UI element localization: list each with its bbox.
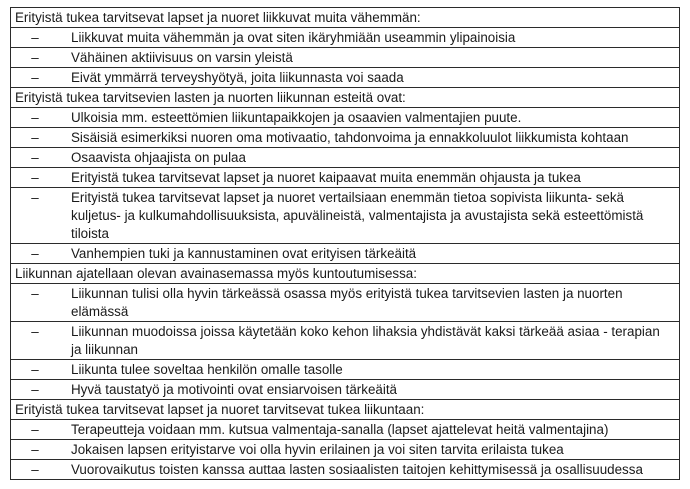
dash-bullet: – xyxy=(31,70,39,85)
dash-bullet: – xyxy=(31,30,39,45)
dash-bullet: – xyxy=(31,130,39,145)
list-item: – Terapeutteja voidaan mm. kutsua valmentaja-sanalla (lapset ajattelevat heitä valmentajina) xyxy=(11,420,680,440)
list-item: – Sisäisiä esimerkiksi nuoren oma motivaatio, tahdonvoima ja ennakkoluulot liikkumista kohtaan xyxy=(11,128,680,148)
dash-bullet: – xyxy=(31,286,39,301)
dash-bullet: – xyxy=(31,110,39,125)
dash-bullet: – xyxy=(31,170,39,185)
section-heading: Erityistä tukea tarvitsevat lapset ja nuoret liikkuvat muita vähemmän: xyxy=(11,8,680,28)
list-item: – Liikunta tulee soveltaa henkilön omalle tasolle xyxy=(11,360,680,380)
dash-bullet: – xyxy=(31,190,39,205)
dash-bullet: – xyxy=(31,150,39,165)
list-item: – Jokaisen lapsen erityistarve voi olla hyvin erilainen ja voi siten tarvita erilaista tukea xyxy=(11,440,680,460)
dash-bullet: – xyxy=(31,50,39,65)
section-heading: Liikunnan ajatellaan olevan avainasemassa myös kuntoutumisessa: xyxy=(11,264,680,284)
list-item: – Vuorovaikutus toisten kanssa auttaa lasten sosiaalisten taitojen kehittymisessä ja osallisuudessa xyxy=(11,460,680,480)
list-item: – Erityistä tukea tarvitsevat lapset ja nuoret kaipaavat muita enemmän ohjausta ja tukea xyxy=(11,168,680,188)
summary-table xyxy=(10,7,680,480)
dash-bullet: – xyxy=(31,422,39,437)
dash-bullet: – xyxy=(31,324,39,339)
list-item: – Vähäinen aktiivisuus on varsin yleistä xyxy=(11,48,680,68)
list-item: – Ulkoisia mm. esteettömien liikuntapaikkojen ja osaavien valmentajien puute. xyxy=(11,108,680,128)
list-item: – Osaavista ohjaajista on pulaa xyxy=(11,148,680,168)
list-item: – Liikunnan tulisi olla hyvin tärkeässä osassa myös erityistä tukea tarvitsevien lasten ja nuorten elämässä xyxy=(11,284,680,322)
dash-bullet: – xyxy=(31,462,39,477)
list-item: – Eivät ymmärrä terveyshyötyä, joita liikunnasta voi saada xyxy=(11,68,680,88)
list-item: – Vanhempien tuki ja kannustaminen ovat erityisen tärkeäitä xyxy=(11,244,680,264)
list-item: – Liikkuvat muita vähemmän ja ovat siten ikäryhmiään useammin ylipainoisia xyxy=(11,28,680,48)
dash-bullet: – xyxy=(31,382,39,397)
dash-bullet: – xyxy=(31,442,39,457)
list-item: – Erityistä tukea tarvitsevat lapset ja nuoret vertailsiaan enemmän tietoa sopivista liikunta- sekä kuljetus- ja kulkumahdollisuuksista, apuvälineistä, valmentajista ja avustajista sekä esteettömistä tiloista xyxy=(11,188,680,244)
dash-bullet: – xyxy=(31,246,39,261)
section-heading: Erityistä tukea tarvitsevien lasten ja nuorten liikunnan esteitä ovat: xyxy=(11,88,680,108)
section-heading: Erityistä tukea tarvitsevat lapset ja nuoret tarvitsevat tukea liikuntaan: xyxy=(11,400,680,420)
list-item: – Hyvä taustatyö ja motivointi ovat ensiarvoisen tärkeäitä xyxy=(11,380,680,400)
list-item: – Liikunnan muodoissa joissa käytetään koko kehon lihaksia yhdistävät kaksi tärkeää asiaa - terapian ja liikunnan xyxy=(11,322,680,360)
dash-bullet: – xyxy=(31,362,39,377)
